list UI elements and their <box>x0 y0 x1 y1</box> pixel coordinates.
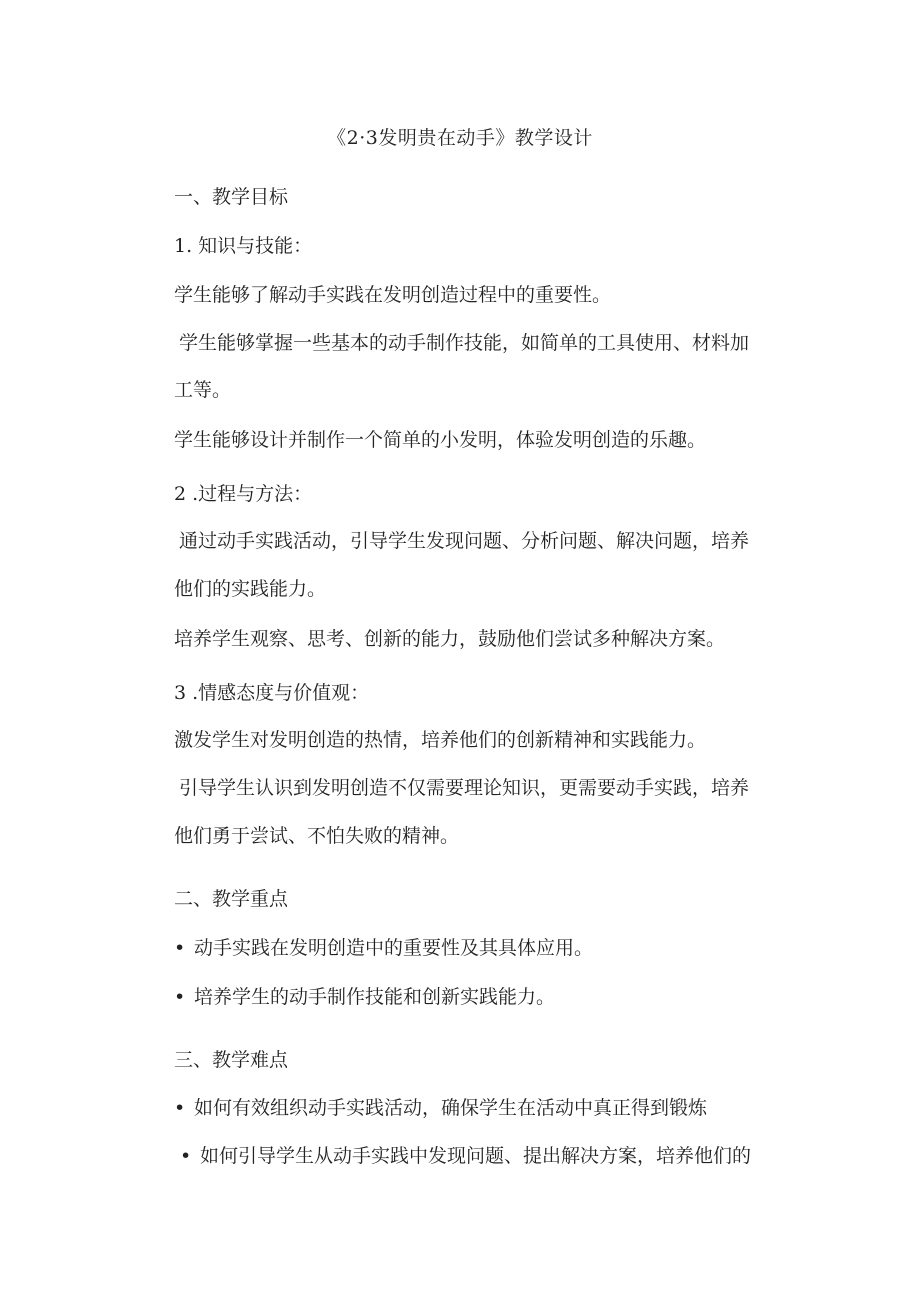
section-heading-difficulties: 三、教学难点 <box>174 1049 289 1071</box>
section-heading-key-points: 二、教学重点 <box>174 888 289 910</box>
list-item <box>174 985 794 1009</box>
paragraph: 学生能够了解动手实践在发明创造过程中的重要性。 <box>174 284 612 306</box>
list-item-text: 动手实践在发明创造中的重要性及其具体应用。 <box>194 937 594 959</box>
paragraph-line: 工等。 <box>174 379 232 401</box>
list-item <box>174 1096 794 1120</box>
list-item-text: 如何引导学生从动手实践中发现问题、提出解决方案，培养他们的 <box>200 1145 752 1167</box>
paragraph-line: 通过动手实践活动，引导学生发现问题、分析问题、解决问题，培养 <box>179 530 750 552</box>
list-item <box>174 936 794 960</box>
paragraph-line: 他们勇于尝试、不怕失败的精神。 <box>174 825 460 847</box>
list-item-text: 培养学生的动手制作技能和创新实践能力。 <box>194 986 556 1008</box>
subheading-process-methods: 2 .过程与方法： <box>174 483 313 505</box>
section-heading-objectives: 一、教学目标 <box>174 186 289 208</box>
paragraph-line: 他们的实践能力。 <box>174 578 327 600</box>
bullet-icon: • <box>174 986 186 1008</box>
paragraph-line: 引导学生认识到发明创造不仅需要理论知识，更需要动手实践，培养 <box>179 777 750 799</box>
list-item <box>180 1144 800 1168</box>
subheading-knowledge-skills: 1. 知识与技能： <box>174 235 313 257</box>
paragraph: 培养学生观察、思考、创新的能力，鼓励他们尝试多种解决方案。 <box>174 628 726 650</box>
document-title: 《2·3发明贵在动手》教学设计 <box>327 127 593 149</box>
subheading-attitudes-values: 3 .情感态度与价值观： <box>174 682 370 704</box>
list-item-text: 如何有效组织动手实践活动，确保学生在活动中真正得到锻炼 <box>194 1097 708 1119</box>
paragraph: 学生能够设计并制作一个简单的小发明，体验发明创造的乐趣。 <box>174 429 707 451</box>
paragraph-line: 学生能够掌握一些基本的动手制作技能，如简单的工具使用、材料加 <box>179 332 750 354</box>
paragraph: 激发学生对发明创造的热情，培养他们的创新精神和实践能力。 <box>174 729 707 751</box>
bullet-icon: • <box>174 1097 186 1119</box>
bullet-icon: • <box>180 1145 192 1167</box>
bullet-icon: • <box>174 937 186 959</box>
